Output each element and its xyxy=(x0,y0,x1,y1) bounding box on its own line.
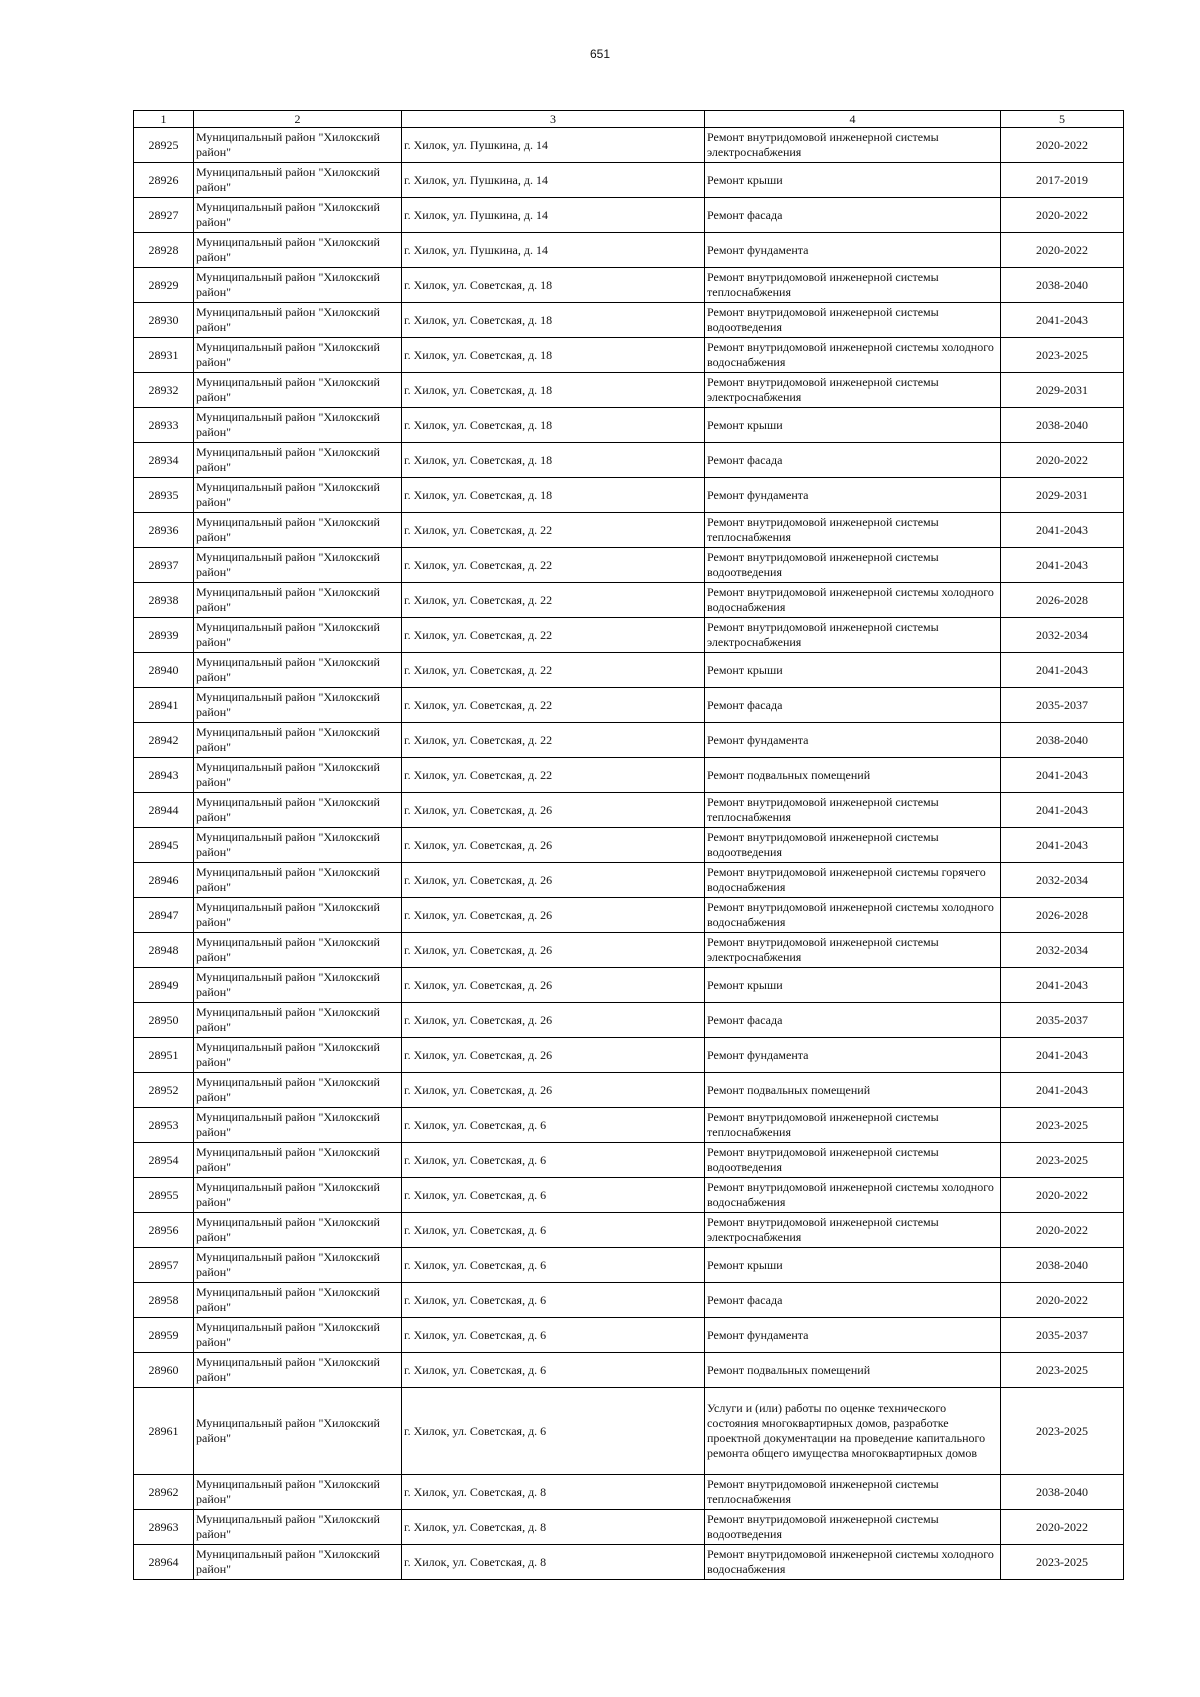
municipality-cell: Муниципальный район "Хилокский район" xyxy=(194,1248,402,1283)
table-row xyxy=(134,863,1124,898)
work-type-cell: Ремонт фасада xyxy=(705,1003,1001,1038)
municipality-cell: Муниципальный район "Хилокский район" xyxy=(194,163,402,198)
municipality-cell: Муниципальный район "Хилокский район" xyxy=(194,1108,402,1143)
period-cell: 2020-2022 xyxy=(1001,128,1124,163)
row-number-cell: 28936 xyxy=(134,513,194,548)
period-cell: 2029-2031 xyxy=(1001,478,1124,513)
work-type-cell: Ремонт крыши xyxy=(705,968,1001,1003)
address-cell: г. Хилок, ул. Советская, д. 22 xyxy=(402,513,705,548)
address-cell: г. Хилок, ул. Советская, д. 26 xyxy=(402,1073,705,1108)
row-number-cell: 28961 xyxy=(134,1388,194,1475)
municipality-cell: Муниципальный район "Хилокский район" xyxy=(194,1545,402,1580)
period-cell: 2020-2022 xyxy=(1001,1213,1124,1248)
work-type-cell: Ремонт фундамента xyxy=(705,1038,1001,1073)
work-type-cell: Ремонт фасада xyxy=(705,443,1001,478)
period-cell: 2020-2022 xyxy=(1001,1283,1124,1318)
address-cell: г. Хилок, ул. Советская, д. 26 xyxy=(402,828,705,863)
table-row xyxy=(134,933,1124,968)
work-type-cell: Ремонт внутридомовой инженерной системы теплоснабжения xyxy=(705,1108,1001,1143)
work-type-cell: Ремонт фасада xyxy=(705,688,1001,723)
period-cell: 2026-2028 xyxy=(1001,898,1124,933)
municipality-cell: Муниципальный район "Хилокский район" xyxy=(194,513,402,548)
work-type-cell: Ремонт подвальных помещений xyxy=(705,1073,1001,1108)
work-type-cell: Ремонт внутридомовой инженерной системы холодного водоснабжения xyxy=(705,583,1001,618)
header-row xyxy=(134,111,1124,128)
table-row xyxy=(134,1108,1124,1143)
municipality-cell: Муниципальный район "Хилокский район" xyxy=(194,373,402,408)
work-type-cell: Ремонт внутридомовой инженерной системы холодного водоснабжения xyxy=(705,338,1001,373)
address-cell: г. Хилок, ул. Советская, д. 18 xyxy=(402,443,705,478)
work-type-cell: Ремонт внутридомовой инженерной системы водоотведения xyxy=(705,548,1001,583)
row-number-cell: 28963 xyxy=(134,1510,194,1545)
municipality-cell: Муниципальный район "Хилокский район" xyxy=(194,338,402,373)
work-type-cell: Ремонт внутридомовой инженерной системы теплоснабжения xyxy=(705,268,1001,303)
table-row xyxy=(134,408,1124,443)
period-cell: 2032-2034 xyxy=(1001,933,1124,968)
address-cell: г. Хилок, ул. Советская, д. 26 xyxy=(402,793,705,828)
table-row xyxy=(134,793,1124,828)
period-cell: 2020-2022 xyxy=(1001,1510,1124,1545)
address-cell: г. Хилок, ул. Советская, д. 18 xyxy=(402,478,705,513)
work-type-cell: Ремонт внутридомовой инженерной системы электроснабжения xyxy=(705,1213,1001,1248)
row-number-cell: 28949 xyxy=(134,968,194,1003)
work-type-cell: Услуги и (или) работы по оценке технического состояния многоквартирных домов, разработке проектной документации на проведение капитального ремонта общего имущества многоквартирных домов xyxy=(705,1388,1001,1475)
address-cell: г. Хилок, ул. Пушкина, д. 14 xyxy=(402,198,705,233)
period-cell: 2023-2025 xyxy=(1001,1388,1124,1475)
row-number-cell: 28959 xyxy=(134,1318,194,1353)
table-row xyxy=(134,1475,1124,1510)
period-cell: 2038-2040 xyxy=(1001,408,1124,443)
municipality-cell: Муниципальный район "Хилокский район" xyxy=(194,618,402,653)
period-cell: 2035-2037 xyxy=(1001,1003,1124,1038)
table-row xyxy=(134,268,1124,303)
table-row xyxy=(134,128,1124,163)
municipality-cell: Муниципальный район "Хилокский район" xyxy=(194,688,402,723)
address-cell: г. Хилок, ул. Советская, д. 26 xyxy=(402,898,705,933)
municipality-cell: Муниципальный район "Хилокский район" xyxy=(194,303,402,338)
period-cell: 2032-2034 xyxy=(1001,863,1124,898)
row-number-cell: 28960 xyxy=(134,1353,194,1388)
period-cell: 2041-2043 xyxy=(1001,1073,1124,1108)
table-row xyxy=(134,1388,1124,1475)
row-number-cell: 28938 xyxy=(134,583,194,618)
row-number-cell: 28948 xyxy=(134,933,194,968)
work-type-cell: Ремонт фасада xyxy=(705,1283,1001,1318)
column-header-3: 3 xyxy=(402,111,705,128)
row-number-cell: 28941 xyxy=(134,688,194,723)
period-cell: 2035-2037 xyxy=(1001,1318,1124,1353)
municipality-cell: Муниципальный район "Хилокский район" xyxy=(194,1388,402,1475)
table-row xyxy=(134,618,1124,653)
work-type-cell: Ремонт фундамента xyxy=(705,478,1001,513)
row-number-cell: 28957 xyxy=(134,1248,194,1283)
address-cell: г. Хилок, ул. Советская, д. 18 xyxy=(402,373,705,408)
address-cell: г. Хилок, ул. Советская, д. 6 xyxy=(402,1283,705,1318)
work-type-cell: Ремонт фундамента xyxy=(705,1318,1001,1353)
row-number-cell: 28933 xyxy=(134,408,194,443)
row-number-cell: 28943 xyxy=(134,758,194,793)
table-row xyxy=(134,1178,1124,1213)
work-type-cell: Ремонт внутридомовой инженерной системы теплоснабжения xyxy=(705,513,1001,548)
row-number-cell: 28927 xyxy=(134,198,194,233)
period-cell: 2038-2040 xyxy=(1001,723,1124,758)
period-cell: 2041-2043 xyxy=(1001,758,1124,793)
row-number-cell: 28953 xyxy=(134,1108,194,1143)
address-cell: г. Хилок, ул. Советская, д. 26 xyxy=(402,968,705,1003)
period-cell: 2038-2040 xyxy=(1001,1248,1124,1283)
address-cell: г. Хилок, ул. Советская, д. 6 xyxy=(402,1353,705,1388)
municipality-cell: Муниципальный район "Хилокский район" xyxy=(194,1143,402,1178)
period-cell: 2041-2043 xyxy=(1001,828,1124,863)
table-row xyxy=(134,1073,1124,1108)
table-row xyxy=(134,478,1124,513)
period-cell: 2038-2040 xyxy=(1001,1475,1124,1510)
municipality-cell: Муниципальный район "Хилокский район" xyxy=(194,1283,402,1318)
row-number-cell: 28945 xyxy=(134,828,194,863)
row-number-cell: 28931 xyxy=(134,338,194,373)
municipality-cell: Муниципальный район "Хилокский район" xyxy=(194,863,402,898)
period-cell: 2041-2043 xyxy=(1001,513,1124,548)
work-type-cell: Ремонт крыши xyxy=(705,408,1001,443)
address-cell: г. Хилок, ул. Советская, д. 22 xyxy=(402,758,705,793)
municipality-cell: Муниципальный район "Хилокский район" xyxy=(194,968,402,1003)
table-row xyxy=(134,373,1124,408)
table-row xyxy=(134,1003,1124,1038)
row-number-cell: 28934 xyxy=(134,443,194,478)
table-row xyxy=(134,1318,1124,1353)
row-number-cell: 28958 xyxy=(134,1283,194,1318)
work-type-cell: Ремонт крыши xyxy=(705,653,1001,688)
period-cell: 2026-2028 xyxy=(1001,583,1124,618)
municipality-cell: Муниципальный район "Хилокский район" xyxy=(194,1038,402,1073)
table-row xyxy=(134,198,1124,233)
period-cell: 2041-2043 xyxy=(1001,1038,1124,1073)
table-row xyxy=(134,758,1124,793)
municipality-cell: Муниципальный район "Хилокский район" xyxy=(194,1213,402,1248)
address-cell: г. Хилок, ул. Советская, д. 22 xyxy=(402,688,705,723)
period-cell: 2023-2025 xyxy=(1001,1108,1124,1143)
row-number-cell: 28962 xyxy=(134,1475,194,1510)
address-cell: г. Хилок, ул. Советская, д. 22 xyxy=(402,618,705,653)
period-cell: 2041-2043 xyxy=(1001,653,1124,688)
page-number: 651 xyxy=(589,47,611,61)
address-cell: г. Хилок, ул. Советская, д. 18 xyxy=(402,338,705,373)
period-cell: 2032-2034 xyxy=(1001,618,1124,653)
municipality-cell: Муниципальный район "Хилокский район" xyxy=(194,1003,402,1038)
row-number-cell: 28939 xyxy=(134,618,194,653)
municipality-cell: Муниципальный район "Хилокский район" xyxy=(194,1073,402,1108)
municipality-cell: Муниципальный район "Хилокский район" xyxy=(194,1178,402,1213)
table-row xyxy=(134,653,1124,688)
period-cell: 2020-2022 xyxy=(1001,1178,1124,1213)
period-cell: 2038-2040 xyxy=(1001,268,1124,303)
row-number-cell: 28937 xyxy=(134,548,194,583)
work-type-cell: Ремонт внутридомовой инженерной системы электроснабжения xyxy=(705,933,1001,968)
address-cell: г. Хилок, ул. Советская, д. 8 xyxy=(402,1510,705,1545)
period-cell: 2041-2043 xyxy=(1001,793,1124,828)
row-number-cell: 28954 xyxy=(134,1143,194,1178)
work-type-cell: Ремонт внутридомовой инженерной системы теплоснабжения xyxy=(705,793,1001,828)
row-number-cell: 28955 xyxy=(134,1178,194,1213)
period-cell: 2020-2022 xyxy=(1001,198,1124,233)
address-cell: г. Хилок, ул. Советская, д. 6 xyxy=(402,1108,705,1143)
row-number-cell: 28946 xyxy=(134,863,194,898)
address-cell: г. Хилок, ул. Советская, д. 22 xyxy=(402,653,705,688)
period-cell: 2023-2025 xyxy=(1001,1545,1124,1580)
table-row xyxy=(134,688,1124,723)
table-header xyxy=(134,111,1124,128)
table-row xyxy=(134,443,1124,478)
row-number-cell: 28947 xyxy=(134,898,194,933)
address-cell: г. Хилок, ул. Советская, д. 6 xyxy=(402,1178,705,1213)
municipality-cell: Муниципальный район "Хилокский район" xyxy=(194,1353,402,1388)
address-cell: г. Хилок, ул. Советская, д. 8 xyxy=(402,1475,705,1510)
municipality-cell: Муниципальный район "Хилокский район" xyxy=(194,828,402,863)
municipality-cell: Муниципальный район "Хилокский район" xyxy=(194,478,402,513)
municipality-cell: Муниципальный район "Хилокский район" xyxy=(194,443,402,478)
address-cell: г. Хилок, ул. Советская, д. 6 xyxy=(402,1388,705,1475)
address-cell: г. Хилок, ул. Пушкина, д. 14 xyxy=(402,163,705,198)
row-number-cell: 28942 xyxy=(134,723,194,758)
work-type-cell: Ремонт внутридомовой инженерной системы электроснабжения xyxy=(705,128,1001,163)
work-type-cell: Ремонт внутридомовой инженерной системы холодного водоснабжения xyxy=(705,1545,1001,1580)
municipality-cell: Муниципальный район "Хилокский район" xyxy=(194,408,402,443)
work-type-cell: Ремонт внутридомовой инженерной системы холодного водоснабжения xyxy=(705,1178,1001,1213)
address-cell: г. Хилок, ул. Советская, д. 6 xyxy=(402,1248,705,1283)
work-type-cell: Ремонт подвальных помещений xyxy=(705,758,1001,793)
address-cell: г. Хилок, ул. Советская, д. 22 xyxy=(402,583,705,618)
work-type-cell: Ремонт внутридомовой инженерной системы электроснабжения xyxy=(705,373,1001,408)
row-number-cell: 28930 xyxy=(134,303,194,338)
table-row xyxy=(134,1213,1124,1248)
table-row xyxy=(134,233,1124,268)
capital-repair-table xyxy=(133,110,1124,1580)
work-type-cell: Ремонт внутридомовой инженерной системы горячего водоснабжения xyxy=(705,863,1001,898)
municipality-cell: Муниципальный район "Хилокский район" xyxy=(194,233,402,268)
work-type-cell: Ремонт крыши xyxy=(705,163,1001,198)
column-header-2: 2 xyxy=(194,111,402,128)
table-row xyxy=(134,1248,1124,1283)
table-row xyxy=(134,548,1124,583)
period-cell: 2029-2031 xyxy=(1001,373,1124,408)
period-cell: 2023-2025 xyxy=(1001,338,1124,373)
municipality-cell: Муниципальный район "Хилокский район" xyxy=(194,548,402,583)
table-row xyxy=(134,1283,1124,1318)
municipality-cell: Муниципальный район "Хилокский район" xyxy=(194,128,402,163)
period-cell: 2020-2022 xyxy=(1001,443,1124,478)
table-row xyxy=(134,898,1124,933)
municipality-cell: Муниципальный район "Хилокский район" xyxy=(194,793,402,828)
address-cell: г. Хилок, ул. Советская, д. 26 xyxy=(402,1038,705,1073)
address-cell: г. Хилок, ул. Советская, д. 26 xyxy=(402,863,705,898)
address-cell: г. Хилок, ул. Советская, д. 18 xyxy=(402,303,705,338)
municipality-cell: Муниципальный район "Хилокский район" xyxy=(194,723,402,758)
period-cell: 2041-2043 xyxy=(1001,303,1124,338)
address-cell: г. Хилок, ул. Советская, д. 26 xyxy=(402,933,705,968)
address-cell: г. Хилок, ул. Советская, д. 18 xyxy=(402,268,705,303)
work-type-cell: Ремонт крыши xyxy=(705,1248,1001,1283)
address-cell: г. Хилок, ул. Советская, д. 22 xyxy=(402,723,705,758)
work-type-cell: Ремонт внутридомовой инженерной системы теплоснабжения xyxy=(705,1475,1001,1510)
address-cell: г. Хилок, ул. Пушкина, д. 14 xyxy=(402,128,705,163)
work-type-cell: Ремонт внутридомовой инженерной системы электроснабжения xyxy=(705,618,1001,653)
column-header-4: 4 xyxy=(705,111,1001,128)
table-row xyxy=(134,723,1124,758)
table-row xyxy=(134,1038,1124,1073)
row-number-cell: 28926 xyxy=(134,163,194,198)
table-row xyxy=(134,1510,1124,1545)
row-number-cell: 28944 xyxy=(134,793,194,828)
row-number-cell: 28928 xyxy=(134,233,194,268)
period-cell: 2017-2019 xyxy=(1001,163,1124,198)
table-body xyxy=(134,128,1124,1580)
row-number-cell: 28956 xyxy=(134,1213,194,1248)
municipality-cell: Муниципальный район "Хилокский район" xyxy=(194,1510,402,1545)
table-row xyxy=(134,968,1124,1003)
address-cell: г. Хилок, ул. Пушкина, д. 14 xyxy=(402,233,705,268)
row-number-cell: 28935 xyxy=(134,478,194,513)
table-row xyxy=(134,828,1124,863)
municipality-cell: Муниципальный район "Хилокский район" xyxy=(194,268,402,303)
address-cell: г. Хилок, ул. Советская, д. 22 xyxy=(402,548,705,583)
column-header-1: 1 xyxy=(134,111,194,128)
row-number-cell: 28964 xyxy=(134,1545,194,1580)
row-number-cell: 28929 xyxy=(134,268,194,303)
table-row xyxy=(134,513,1124,548)
work-type-cell: Ремонт фасада xyxy=(705,198,1001,233)
work-type-cell: Ремонт подвальных помещений xyxy=(705,1353,1001,1388)
table-row xyxy=(134,1545,1124,1580)
address-cell: г. Хилок, ул. Советская, д. 6 xyxy=(402,1318,705,1353)
row-number-cell: 28940 xyxy=(134,653,194,688)
municipality-cell: Муниципальный район "Хилокский район" xyxy=(194,1318,402,1353)
period-cell: 2041-2043 xyxy=(1001,548,1124,583)
row-number-cell: 28950 xyxy=(134,1003,194,1038)
address-cell: г. Хилок, ул. Советская, д. 6 xyxy=(402,1213,705,1248)
work-type-cell: Ремонт внутридомовой инженерной системы водоотведения xyxy=(705,828,1001,863)
table-row xyxy=(134,338,1124,373)
column-header-5: 5 xyxy=(1001,111,1124,128)
period-cell: 2035-2037 xyxy=(1001,688,1124,723)
row-number-cell: 28952 xyxy=(134,1073,194,1108)
address-cell: г. Хилок, ул. Советская, д. 18 xyxy=(402,408,705,443)
municipality-cell: Муниципальный район "Хилокский район" xyxy=(194,1475,402,1510)
work-type-cell: Ремонт внутридомовой инженерной системы водоотведения xyxy=(705,303,1001,338)
table-row xyxy=(134,1143,1124,1178)
period-cell: 2041-2043 xyxy=(1001,968,1124,1003)
period-cell: 2023-2025 xyxy=(1001,1353,1124,1388)
address-cell: г. Хилок, ул. Советская, д. 8 xyxy=(402,1545,705,1580)
municipality-cell: Муниципальный район "Хилокский район" xyxy=(194,583,402,618)
address-cell: г. Хилок, ул. Советская, д. 26 xyxy=(402,1003,705,1038)
work-type-cell: Ремонт внутридомовой инженерной системы водоотведения xyxy=(705,1510,1001,1545)
table-row xyxy=(134,163,1124,198)
table-row xyxy=(134,1353,1124,1388)
row-number-cell: 28925 xyxy=(134,128,194,163)
municipality-cell: Муниципальный район "Хилокский район" xyxy=(194,898,402,933)
municipality-cell: Муниципальный район "Хилокский район" xyxy=(194,198,402,233)
work-type-cell: Ремонт внутридомовой инженерной системы водоотведения xyxy=(705,1143,1001,1178)
period-cell: 2023-2025 xyxy=(1001,1143,1124,1178)
work-type-cell: Ремонт фундамента xyxy=(705,723,1001,758)
table-row xyxy=(134,583,1124,618)
work-type-cell: Ремонт внутридомовой инженерной системы холодного водоснабжения xyxy=(705,898,1001,933)
address-cell: г. Хилок, ул. Советская, д. 6 xyxy=(402,1143,705,1178)
work-type-cell: Ремонт фундамента xyxy=(705,233,1001,268)
period-cell: 2020-2022 xyxy=(1001,233,1124,268)
municipality-cell: Муниципальный район "Хилокский район" xyxy=(194,933,402,968)
municipality-cell: Муниципальный район "Хилокский район" xyxy=(194,758,402,793)
row-number-cell: 28932 xyxy=(134,373,194,408)
table-row xyxy=(134,303,1124,338)
row-number-cell: 28951 xyxy=(134,1038,194,1073)
municipality-cell: Муниципальный район "Хилокский район" xyxy=(194,653,402,688)
